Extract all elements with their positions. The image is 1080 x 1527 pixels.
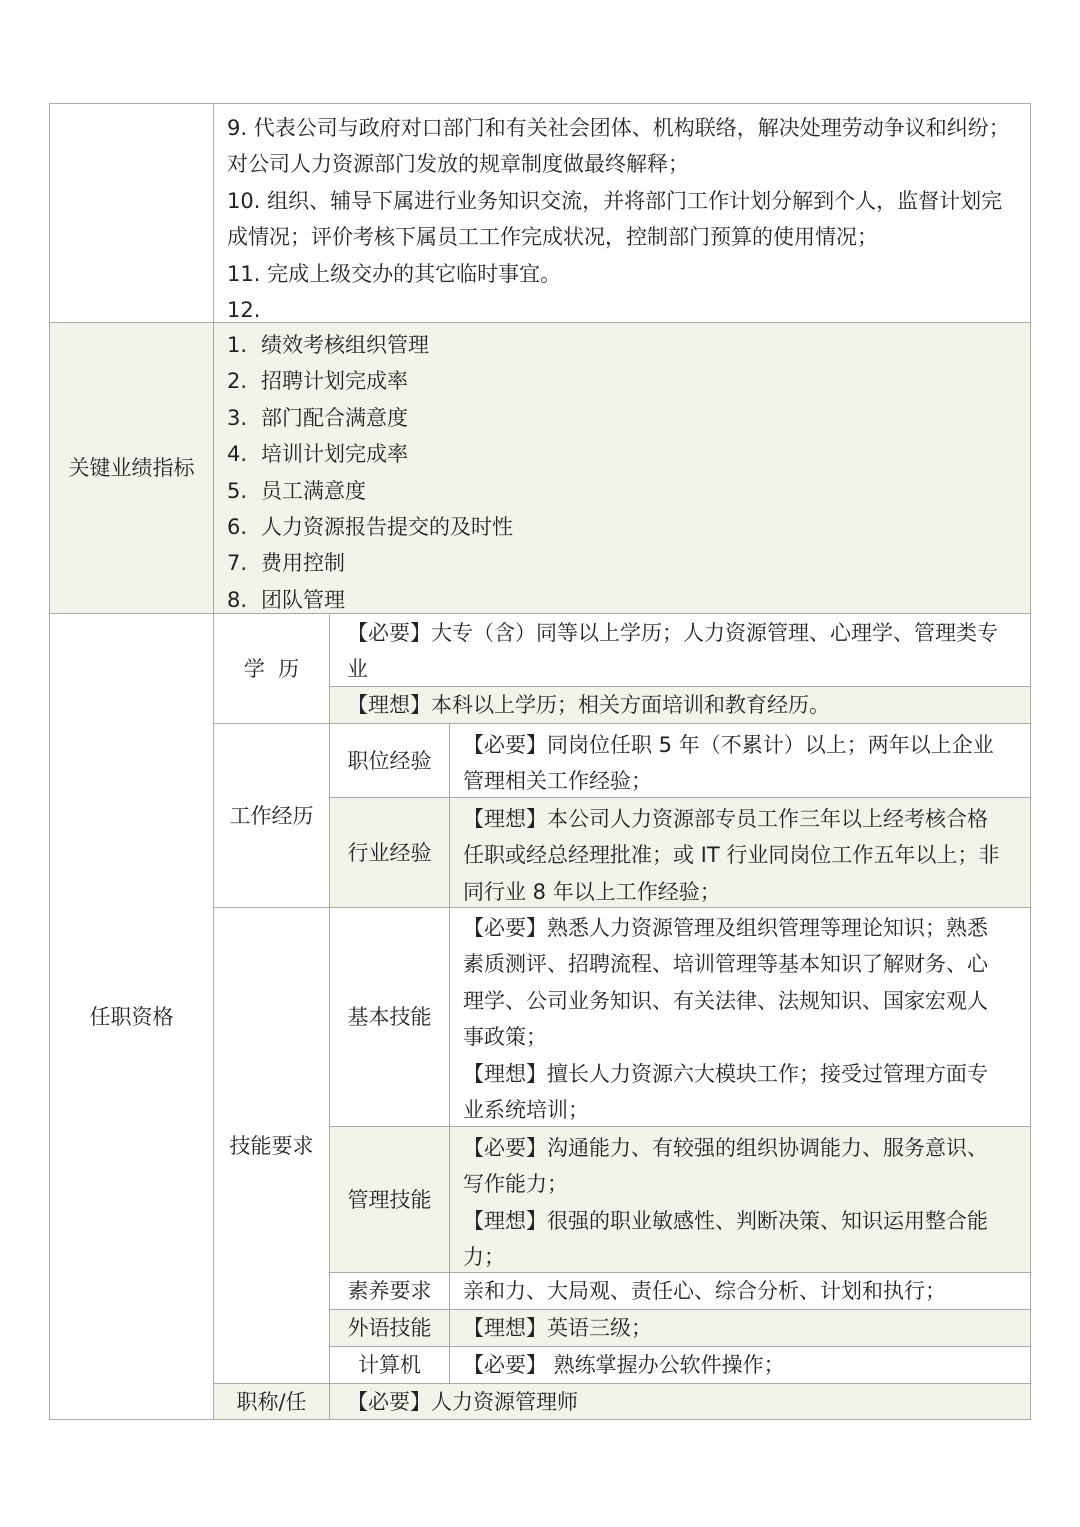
- kpi-item-number: 6.: [227, 515, 248, 540]
- kpi-label-text: 关键业绩指标: [68, 456, 195, 480]
- duty-line: 9. 代表公司与政府对口部门和有关社会团体、机构联络，解决处理劳动争议和纠纷；: [227, 116, 1010, 140]
- kpi-list: [213, 322, 1031, 614]
- education-ideal-line: 【理想】本科以上学历；相关方面培训和教育经历。: [347, 693, 830, 717]
- position-experience-label-text: 职位经验: [347, 748, 432, 773]
- education-required: [329, 613, 1031, 687]
- basic-skills-line: 【必要】熟悉人力资源管理及组织管理等理论知识；熟悉: [463, 916, 988, 940]
- basic-skills-line: 【理想】擅长人力资源六大模块工作；接受过管理方面专: [463, 1061, 988, 1086]
- management-skills-line: 力；: [463, 1245, 505, 1270]
- title-certification-line: 【必要】人力资源管理师: [347, 1390, 578, 1414]
- qualifications-label-text: 任职资格: [89, 1004, 174, 1029]
- position-experience-line: 管理相关工作经验；: [463, 769, 652, 794]
- kpi-item: [227, 509, 1018, 545]
- work-experience-label-text: 工作经历: [229, 803, 314, 828]
- skills-label: [213, 907, 330, 1384]
- computer-skills-label-text: 计算机: [358, 1353, 421, 1377]
- language-skills-content: [449, 1309, 1031, 1347]
- language-skills-label: [329, 1309, 450, 1347]
- industry-experience-content: [449, 797, 1031, 908]
- computer-skills-label: [329, 1346, 450, 1384]
- basic-skills-content: [449, 907, 1031, 1127]
- basic-skills-line: 事政策；: [463, 1025, 547, 1050]
- quality-requirements-line: 亲和力、大局观、责任心、综合分析、计划和执行；: [463, 1279, 946, 1303]
- kpi-item-number: 3.: [227, 405, 248, 430]
- quality-requirements-label-text: 素养要求: [347, 1279, 432, 1303]
- basic-skills-line: 理学、公司业务知识、有关法律、法规知识、国家宏观人: [463, 988, 988, 1013]
- industry-experience-label: [329, 797, 450, 908]
- title-certification-content: [329, 1383, 1031, 1420]
- industry-experience-line: 任职或经总经理批准；或 IT 行业同岗位工作五年以上；非: [463, 843, 1000, 868]
- kpi-item: [227, 363, 1018, 399]
- duty-line: 对公司人力资源部门发放的规章制度做最终解释；: [227, 152, 689, 177]
- management-skills-label-text: 管理技能: [347, 1187, 432, 1212]
- duty-line: 11. 完成上级交办的其它临时事宜。: [227, 261, 562, 286]
- kpi-item-text: 招聘计划完成率: [261, 369, 408, 394]
- kpi-item-number: 7.: [227, 551, 248, 576]
- title-certification-label: [213, 1383, 330, 1420]
- computer-skills-line: 【必要】 熟练掌握办公软件操作；: [463, 1353, 785, 1377]
- kpi-item: [227, 327, 1018, 363]
- qualifications-label: [49, 613, 214, 1420]
- kpi-item: [227, 400, 1018, 436]
- language-skills-line: 【理想】英语三级；: [463, 1316, 652, 1340]
- education-ideal: [329, 686, 1031, 724]
- basic-skills-label: [329, 907, 450, 1127]
- language-skills-label-text: 外语技能: [347, 1316, 432, 1340]
- kpi-item: [227, 545, 1018, 581]
- position-experience-content: [449, 723, 1031, 798]
- position-experience-line: 【必要】同岗位任职 5 年（不累计）以上；两年以上企业: [463, 733, 994, 757]
- education-required-line: 【必要】大专（含）同等以上学历；人力资源管理、心理学、管理类专: [347, 621, 998, 645]
- kpi-label: [49, 322, 214, 614]
- management-skills-content: [449, 1126, 1031, 1273]
- education-required-line: 业: [347, 657, 368, 682]
- work-experience-label: [213, 723, 330, 908]
- industry-experience-line: 同行业 8 年以上工作经验；: [463, 879, 721, 904]
- management-skills-label: [329, 1126, 450, 1273]
- duties-content-cell: [213, 103, 1031, 323]
- skills-label-text: 技能要求: [229, 1133, 314, 1158]
- kpi-item-text: 部门配合满意度: [261, 405, 408, 430]
- industry-experience-label-text: 行业经验: [347, 840, 432, 865]
- quality-requirements-content: [449, 1272, 1031, 1310]
- kpi-item-text: 人力资源报告提交的及时性: [261, 515, 513, 540]
- title-certification-label-text: 职称/任: [236, 1389, 307, 1414]
- basic-skills-label-text: 基本技能: [347, 1005, 432, 1029]
- kpi-item-text: 费用控制: [261, 551, 345, 576]
- kpi-item-number: 4.: [227, 442, 248, 467]
- duties-label-cell: [49, 103, 214, 323]
- kpi-item-text: 团队管理: [261, 587, 345, 612]
- management-skills-line: 【必要】沟通能力、有较强的组织协调能力、服务意识、: [463, 1136, 988, 1160]
- kpi-item-number: 2.: [227, 369, 248, 394]
- basic-skills-line: 业系统培训；: [463, 1098, 589, 1123]
- management-skills-line: 【理想】很强的职业敏感性、判断决策、知识运用整合能: [463, 1208, 988, 1233]
- kpi-item-number: 8.: [227, 587, 248, 612]
- duty-line: 成情况；评价考核下属员工工作完成状况，控制部门预算的使用情况；: [227, 225, 878, 250]
- position-experience-label: [329, 723, 450, 798]
- kpi-item: [227, 436, 1018, 472]
- kpi-item: [227, 473, 1018, 509]
- kpi-item-text: 员工满意度: [261, 478, 366, 503]
- kpi-item-number: 1.: [227, 333, 248, 357]
- computer-skills-content: [449, 1346, 1031, 1384]
- industry-experience-line: 【理想】本公司人力资源部专员工作三年以上经考核合格: [463, 807, 988, 831]
- kpi-item-number: 5.: [227, 478, 248, 503]
- quality-requirements-label: [329, 1272, 450, 1310]
- education-label: [213, 613, 330, 724]
- duty-line: 10. 组织、辅导下属进行业务知识交流，并将部门工作计划分解到个人，监督计划完: [227, 188, 1003, 213]
- basic-skills-line: 素质测评、招聘流程、培训管理等基本知识了解财务、心: [463, 952, 988, 977]
- duty-line: 12.: [227, 298, 261, 323]
- kpi-item-text: 培训计划完成率: [261, 442, 408, 467]
- management-skills-line: 写作能力；: [463, 1172, 568, 1197]
- kpi-item-text: 绩效考核组织管理: [261, 333, 429, 357]
- education-label-text: 学 历: [243, 656, 300, 681]
